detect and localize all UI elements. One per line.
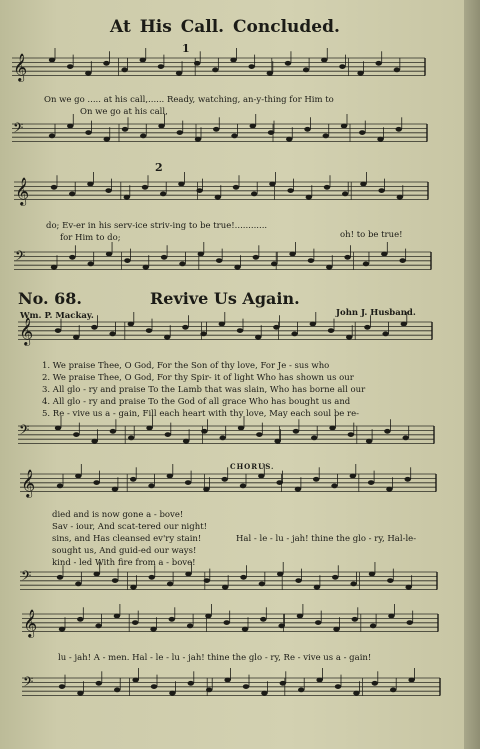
chorus-line-1: Hal - le - lu - jah! thine the glo - ry, Hal-le- [236, 534, 417, 544]
note-head [321, 58, 327, 63]
note-head [287, 188, 293, 193]
note-head [96, 681, 102, 686]
note-head [316, 678, 322, 683]
note-head [234, 265, 240, 270]
note-head [382, 332, 388, 337]
note-head [233, 185, 239, 190]
measure-number-2: 2 [155, 161, 163, 174]
note-head [405, 585, 411, 590]
bass-clef: 𝄢 [19, 422, 30, 441]
note-head [213, 127, 219, 132]
note-head [370, 624, 376, 629]
note-head [260, 617, 266, 622]
note-head [143, 265, 149, 270]
note-head [146, 426, 152, 431]
note-head [346, 335, 352, 340]
note-head [179, 262, 185, 267]
note-head [59, 684, 65, 689]
note-head [222, 477, 228, 482]
note-head [51, 265, 57, 270]
note-head [310, 322, 316, 327]
note-head [220, 436, 226, 441]
treble-clef: 𝄞 [15, 177, 30, 205]
note-head [203, 487, 209, 492]
lyrics-row2-lower-right: oh! to be true! [340, 230, 403, 240]
note-head [306, 195, 312, 200]
note-head [298, 688, 304, 693]
note-head [399, 258, 405, 263]
bass-clef: 𝄢 [23, 674, 34, 693]
note-head [124, 258, 130, 263]
note-head [394, 68, 400, 73]
note-head [146, 328, 152, 333]
note-head [360, 182, 366, 187]
note-head [261, 691, 267, 696]
verse-5: 5. Re - vive us a - gain, Fill each heart with thy love, May each soul be re- [42, 409, 359, 419]
note-head [308, 258, 314, 263]
note-head [206, 688, 212, 693]
lyrics-row1-lower: On we go at his call, [80, 107, 168, 117]
note-head [169, 617, 175, 622]
treble-clef: 𝄞 [13, 53, 28, 81]
note-head [295, 487, 301, 492]
note-head [67, 64, 73, 69]
note-head [196, 188, 202, 193]
note-head [408, 678, 414, 683]
note-head [276, 480, 282, 485]
note-head [75, 582, 81, 587]
note-head [333, 627, 339, 632]
note-head [222, 585, 228, 590]
note-head [142, 185, 148, 190]
note-head [200, 332, 206, 337]
note-head [377, 137, 383, 142]
note-head [311, 436, 317, 441]
note-head [291, 332, 297, 337]
note-head [183, 439, 189, 444]
note-head [285, 61, 291, 66]
verse-ending-2: Sav - iour, And scat-tered our night! [52, 522, 208, 532]
note-head [396, 127, 402, 132]
note-head [77, 691, 83, 696]
note-head [328, 328, 334, 333]
note-head [204, 578, 210, 583]
note-head [95, 624, 101, 629]
note-head [304, 127, 310, 132]
hymn-number: No. 68. [18, 289, 82, 308]
note-head [256, 432, 262, 437]
bass-clef: 𝄢 [21, 568, 32, 587]
note-head [85, 71, 91, 76]
note-head [274, 439, 280, 444]
note-head [158, 64, 164, 69]
note-head [238, 426, 244, 431]
note-head [344, 255, 350, 260]
note-head [195, 137, 201, 142]
note-head [289, 252, 295, 257]
lyrics-row2-upper: do; Ev-er in his serv-ice striv-ing to be true!............ [46, 221, 268, 231]
note-head [69, 255, 75, 260]
note-head [326, 265, 332, 270]
measure-number-1: 1 [182, 42, 190, 55]
note-head [350, 474, 356, 479]
note-head [369, 572, 375, 577]
note-head [94, 572, 100, 577]
note-head [368, 480, 374, 485]
note-head [231, 134, 237, 139]
note-head [253, 255, 259, 260]
note-head [167, 582, 173, 587]
note-head [250, 124, 256, 129]
note-head [280, 681, 286, 686]
note-head [405, 477, 411, 482]
verse-4: 4. All glo - ry and praise To the God of all grace Who has bought us and [42, 397, 351, 407]
note-head [303, 68, 309, 73]
note-head [240, 484, 246, 489]
note-head [91, 325, 97, 330]
note-head [388, 614, 394, 619]
note-head [397, 195, 403, 200]
note-head [114, 614, 120, 619]
note-head [335, 684, 341, 689]
note-head [269, 182, 275, 187]
note-head [198, 252, 204, 257]
note-head [77, 617, 83, 622]
note-head [219, 322, 225, 327]
chorus-label: CHORUS. [230, 462, 275, 471]
verse-2: 2. We praise Thee, O God, For thy Spir- it of light Who has shown us our [42, 373, 354, 383]
note-head [295, 578, 301, 583]
note-head [357, 71, 363, 76]
note-head [140, 58, 146, 63]
note-head [353, 691, 359, 696]
note-head [352, 617, 358, 622]
note-head [237, 328, 243, 333]
note-head [315, 620, 321, 625]
verse-1: 1. We praise Thee, O God, For the Son of thy love, For Je - sus who [42, 361, 330, 371]
note-head [73, 335, 79, 340]
note-head [378, 188, 384, 193]
verse-ending-3: sins, and Has cleansed ev'ry stain! [52, 534, 202, 544]
note-head [130, 477, 136, 482]
note-head [112, 578, 118, 583]
note-head [407, 620, 413, 625]
note-head [390, 688, 396, 693]
note-head [75, 474, 81, 479]
bass-clef: 𝄢 [15, 248, 26, 267]
note-head [176, 71, 182, 76]
note-head [278, 624, 284, 629]
note-head [88, 262, 94, 267]
note-head [132, 620, 138, 625]
note-head [188, 681, 194, 686]
note-head [128, 436, 134, 441]
hymn-composer: John J. Husband. [336, 308, 416, 318]
note-head [240, 575, 246, 580]
note-head [87, 182, 93, 187]
note-head [366, 439, 372, 444]
note-head [177, 130, 183, 135]
note-head [121, 68, 127, 73]
note-head [255, 335, 261, 340]
note-head [216, 258, 222, 263]
verse-3: 3. All glo - ry and praise To the Lamb that was slain, Who has borne all our [42, 385, 366, 395]
hymn-title: Revive Us Again. [150, 289, 300, 308]
note-head [259, 582, 265, 587]
hymn-author: Wm. P. Mackay. [20, 311, 94, 321]
note-head [161, 255, 167, 260]
note-head [112, 487, 118, 492]
note-head [149, 575, 155, 580]
bass-clef: 𝄢 [13, 120, 24, 139]
note-head [57, 575, 63, 580]
note-head [51, 185, 57, 190]
note-head [324, 185, 330, 190]
note-head [332, 575, 338, 580]
note-head [55, 426, 61, 431]
note-head [205, 614, 211, 619]
note-head [224, 620, 230, 625]
note-head [69, 192, 75, 197]
note-head [401, 322, 407, 327]
note-head [403, 436, 409, 441]
note-head [350, 582, 356, 587]
note-head [277, 572, 283, 577]
note-head [91, 439, 97, 444]
note-head [286, 137, 292, 142]
note-head [57, 484, 63, 489]
lyrics-row2-lower-left: for Him to do; [60, 233, 121, 243]
note-head [242, 627, 248, 632]
verse-ending-5: kind - led With fire from a - bove! [52, 558, 196, 568]
note-head [372, 681, 378, 686]
note-head [59, 627, 65, 632]
note-head [376, 61, 382, 66]
note-head [182, 325, 188, 330]
note-head [164, 335, 170, 340]
note-head [251, 192, 257, 197]
note-head [258, 474, 264, 479]
note-head [132, 678, 138, 683]
note-head [348, 432, 354, 437]
note-head [158, 124, 164, 129]
page-title: At His Call. Concluded. [110, 17, 340, 37]
note-head [268, 130, 274, 135]
note-head [364, 325, 370, 330]
note-head [103, 61, 109, 66]
note-head [293, 429, 299, 434]
note-head [49, 134, 55, 139]
verse-ending-1: died and is now gone a - bove! [52, 510, 184, 520]
note-head [185, 572, 191, 577]
note-head [106, 252, 112, 257]
note-head [104, 137, 110, 142]
note-head [55, 328, 61, 333]
note-head [128, 322, 134, 327]
lyrics-row1-upper: On we go ..... at his call,...... Ready, watching, an-y-thing for Him to [44, 95, 334, 105]
note-head [160, 192, 166, 197]
note-head [185, 480, 191, 485]
note-head [341, 124, 347, 129]
treble-clef: 𝄞 [19, 317, 34, 345]
note-head [331, 484, 337, 489]
note-head [248, 64, 254, 69]
note-head [49, 58, 55, 63]
note-head [243, 684, 249, 689]
note-head [194, 61, 200, 66]
note-head [224, 678, 230, 683]
note-head [387, 578, 393, 583]
note-head [323, 134, 329, 139]
treble-clef: 𝄞 [21, 469, 36, 497]
note-head [93, 480, 99, 485]
note-head [109, 332, 115, 337]
note-head [167, 474, 173, 479]
note-head [386, 487, 392, 492]
note-head [363, 262, 369, 267]
note-head [122, 127, 128, 132]
note-head [130, 585, 136, 590]
note-head [273, 325, 279, 330]
note-head [110, 429, 116, 434]
note-head [342, 192, 348, 197]
note-head [215, 195, 221, 200]
note-head [178, 182, 184, 187]
note-head [73, 432, 79, 437]
chorus-line-2: lu - jah! A - men. Hal - le - lu - jah! thine the glo - ry, Re - vive us a - gain! [58, 653, 372, 663]
note-head [201, 429, 207, 434]
note-head [329, 426, 335, 431]
note-head [212, 68, 218, 73]
note-head [230, 58, 236, 63]
note-head [359, 130, 365, 135]
note-head [339, 64, 345, 69]
note-head [313, 477, 319, 482]
note-head [85, 130, 91, 135]
note-head [314, 585, 320, 590]
note-head [267, 71, 273, 76]
note-head [105, 188, 111, 193]
note-head [140, 134, 146, 139]
note-head [124, 195, 130, 200]
note-head [297, 614, 303, 619]
treble-clef: 𝄞 [23, 609, 38, 637]
note-head [67, 124, 73, 129]
note-head [381, 252, 387, 257]
note-head [148, 484, 154, 489]
note-head [150, 627, 156, 632]
note-head [187, 624, 193, 629]
note-head [165, 432, 171, 437]
note-head [271, 262, 277, 267]
note-head [384, 429, 390, 434]
note-head [114, 688, 120, 693]
verse-ending-4: sought us, And guid-ed our ways! [52, 546, 197, 556]
note-head [151, 684, 157, 689]
note-head [169, 691, 175, 696]
